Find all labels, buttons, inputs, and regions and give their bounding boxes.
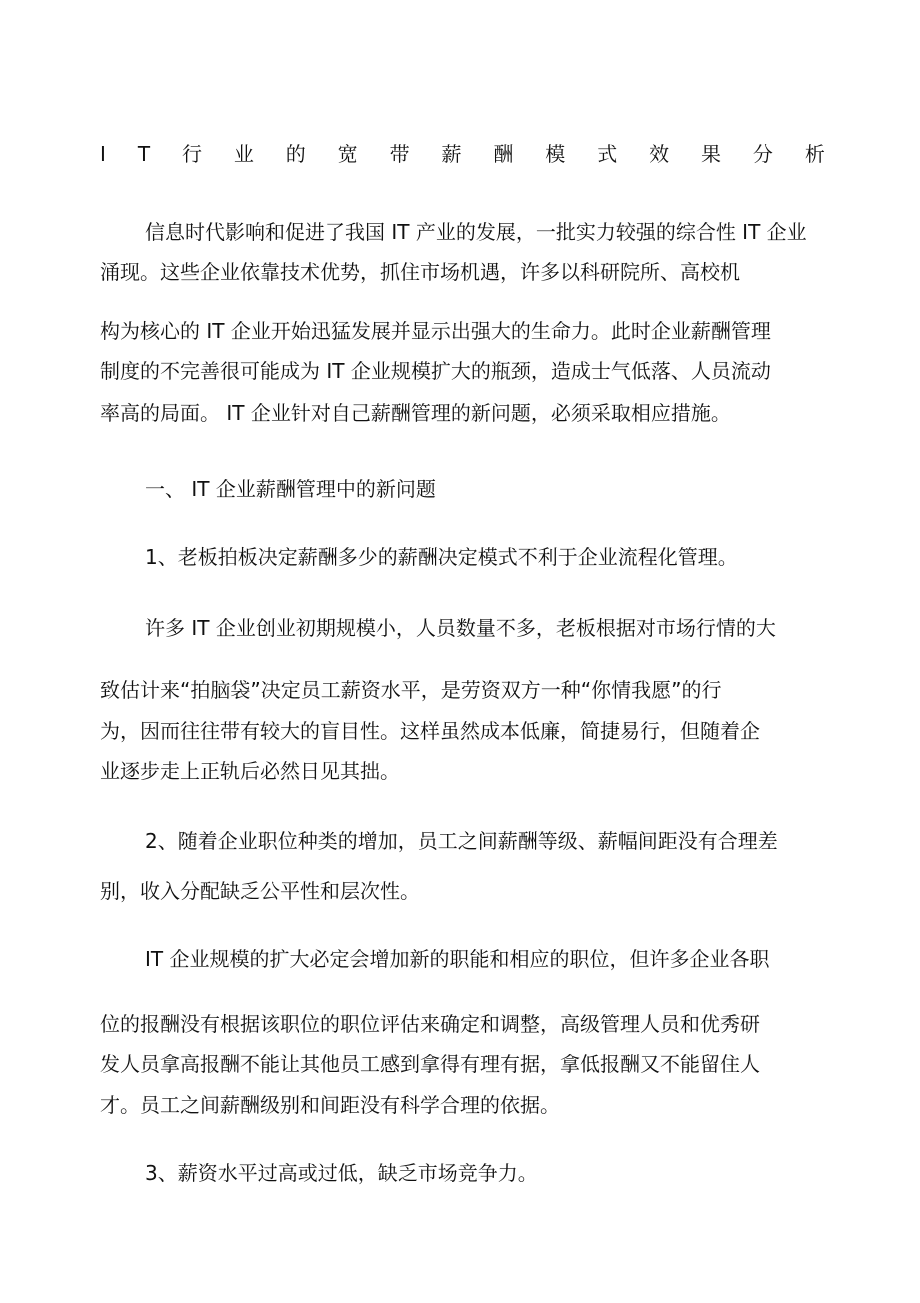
paragraph-line: 位的报酬没有根据该职位的职位评估来确定和调整，高级管理人员和优秀研 xyxy=(100,1012,760,1036)
title-char: 模 xyxy=(545,142,566,166)
document-title xyxy=(100,140,825,168)
paragraph-line: 才。员工之间薪酬级别和间距没有科学合理的依据。 xyxy=(100,1093,560,1117)
paragraph-line: IT 企业规模的扩大必定会增加新的职能和相应的职位，但许多企业各职 xyxy=(145,947,770,971)
subsection-heading: 1、老板拍板决定薪酬多少的薪酬决定模式不利于企业流程化管理。 xyxy=(145,545,738,569)
paragraph-line: 许多 IT 企业创业初期规模小，人员数量不多，老板根据对市场行情的大 xyxy=(145,616,776,640)
paragraph-line: 业逐步走上正轨后必然日见其拙。 xyxy=(100,759,400,783)
paragraph-line: 构为核心的 IT 企业开始迅猛发展并显示出强大的生命力。此时企业薪酬管理 xyxy=(100,319,771,343)
title-char: 分 xyxy=(752,142,773,166)
title-char: 效 xyxy=(649,142,670,166)
paragraph-line: 致估计来“拍脑袋”决定员工薪资水平，是劳资双方一种“你情我愿”的行 xyxy=(100,678,722,702)
title-char: 业 xyxy=(233,142,254,166)
subsection-heading: 别，收入分配缺乏公平性和层次性。 xyxy=(100,879,420,903)
title-char: 宽 xyxy=(337,142,358,166)
subsection-heading: 3、薪资水平过高或过低，缺乏市场竞争力。 xyxy=(145,1161,538,1185)
title-char: 析 xyxy=(804,142,825,166)
title-char: 薪 xyxy=(441,142,462,166)
paragraph-line: 涌现。这些企业依靠技术优势，抓住市场机遇，许多以科研院所、高校机 xyxy=(100,260,740,284)
title-char: 酬 xyxy=(493,142,514,166)
title-char: 果 xyxy=(701,142,721,166)
title-char: 式 xyxy=(597,142,618,166)
section-heading: 一、 IT 企业薪酬管理中的新问题 xyxy=(145,477,436,501)
paragraph-line: 制度的不完善很可能成为 IT 企业规模扩大的瓶颈，造成士气低落、人员流动 xyxy=(100,359,771,383)
paragraph-line: 发人员拿高报酬不能让其他员工感到拿得有理有据，拿低报酬又不能留住人 xyxy=(100,1052,760,1076)
subsection-heading: 2、随着企业职位种类的增加，员工之间薪酬等级、薪幅间距没有合理差 xyxy=(145,829,778,853)
paragraph-line: 信息时代影响和促进了我国 IT 产业的发展，一批实力较强的综合性 IT 企业 xyxy=(145,220,807,244)
title-char: 行 xyxy=(181,142,202,166)
title-char: 的 xyxy=(285,142,306,166)
title-char: I xyxy=(100,142,106,166)
paragraph-line: 为，因而往往带有较大的盲目性。这样虽然成本低廉，简捷易行，但随着企 xyxy=(100,719,760,743)
title-char: T xyxy=(137,142,151,166)
title-char: 带 xyxy=(389,142,410,166)
paragraph-line: 率高的局面。 IT 企业针对自己薪酬管理的新问题，必须采取相应措施。 xyxy=(100,401,731,425)
